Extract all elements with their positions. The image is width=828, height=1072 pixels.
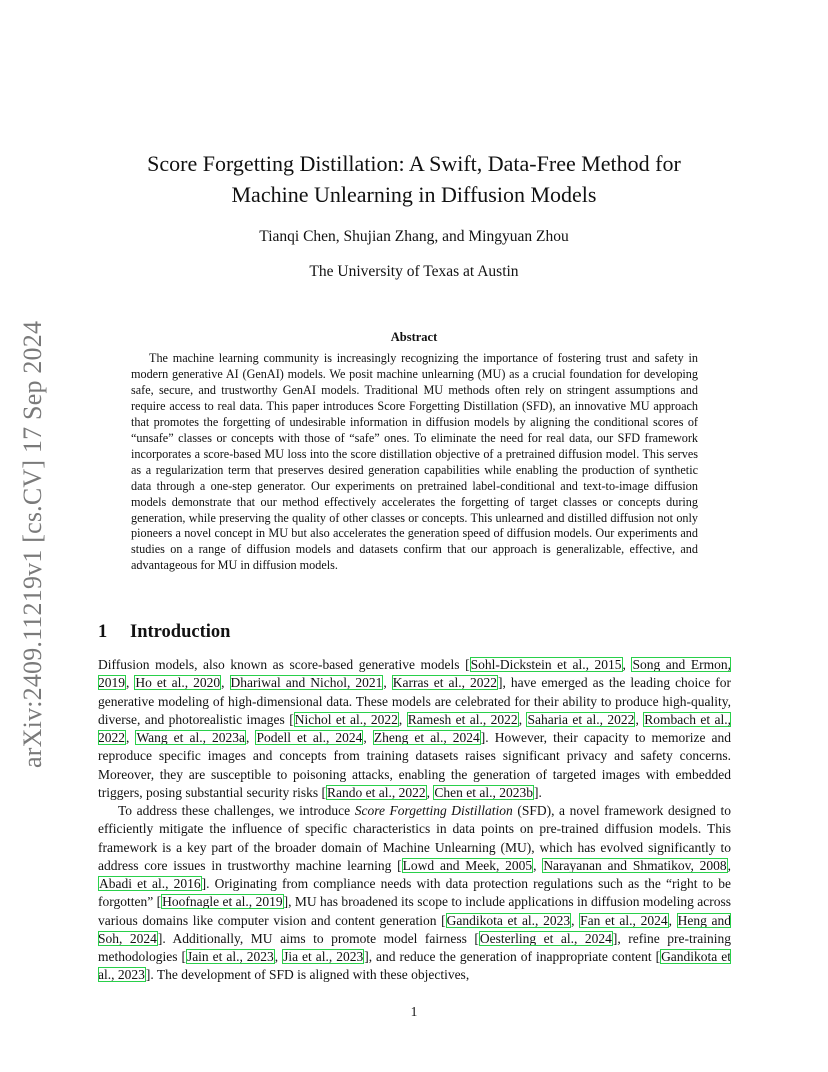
citation-link[interactable]: Hoofnagle et al., 2019	[162, 894, 283, 910]
citation-link[interactable]: Rando et al., 2022	[326, 784, 426, 800]
text-run: ], MU has broadened its scope to include applications in diffusion modeling across various domains like computer vision and content generation [	[98, 894, 731, 928]
text-run: ,	[274, 949, 283, 964]
text-run: ], have emerged as the leading choice for generative modeling of high-dimensional data. These models are celebrated for their ability to produce high-quality, diverse, and photorealistic images [	[98, 675, 732, 727]
citation-link[interactable]: Chen et al., 2023b	[434, 784, 533, 800]
citation-link[interactable]: Zheng et al., 2024	[373, 730, 480, 745]
citation-link[interactable]: Fan et al., 2024	[580, 912, 668, 928]
citation-link[interactable]: Gandikota et al., 2023	[446, 912, 571, 928]
text-run: ,	[635, 711, 644, 727]
text-run: ,	[518, 711, 527, 727]
citation-link[interactable]: Ramesh et al., 2022	[407, 711, 518, 727]
arxiv-identifier: arXiv:2409.11219v1 [cs.CV] 17 Sep 2024	[18, 320, 47, 768]
text-run: ,	[383, 675, 392, 691]
title-line: Machine Unlearning in Diffusion Models	[231, 182, 597, 207]
text-run: To address these challenges, we introduce	[118, 803, 355, 818]
citation-link[interactable]: Jia et al., 2023	[283, 949, 364, 964]
abstract-text: The machine learning community is increasingly recognizing the importance of fostering trust and safety in modern generative AI (GenAI) models. We posit machine unlearning (MU) as a crucial foundation for developing safe, secure, and trustworthy GenAI models. Traditional MU methods often rely on stringent assumptions and require access to real data. This paper introduces Score Forgetting Distillation (SFD), an innovative MU approach that promotes the forgetting of undesirable information in diffusion models by aligning the conditional scores of “unsafe” classes or concepts with those of “safe” ones. To eliminate the need for real data, our SFD framework incorporates a score-based MU loss into the score distillation objective of a pretrained diffusion model. This serves as a regularization term that preserves desired generation capabilities while enabling the production of synthetic data through a one-step generator. Our experiments on pretrained label-conditional and text-to-image diffusion models demonstrate that our method effectively accelerates the forgetting of target classes or concepts during generation, while preserving the quality of other classes or concepts. This unlearned and distilled diffusion not only pioneers a novel concept in MU but also accelerates the generation speed of diffusion models. Our experiments and studies on a range of diffusion models and datasets confirm that our approach is generalizable, effective, and advantageous for MU in diffusion models.	[131, 351, 698, 573]
text-run: (SFD), a novel framework designed to efficiently mitigate the influence of specific characteristics in data points on pre-trained diffusion models. This framework is a key part of the broader domain of Machine Unlearning (MU), which has evolved significantly to address core issues in trustworthy machine learning [	[98, 803, 731, 873]
citation-link[interactable]: Abadi et al., 2016	[99, 876, 201, 891]
section-heading-introduction	[98, 622, 230, 643]
text-run: ,	[398, 711, 407, 727]
text-run: ], refine pre-training methodologies [	[98, 930, 731, 964]
paper-title	[98, 148, 730, 210]
introduction-body	[98, 656, 731, 985]
section-number: 1	[98, 622, 108, 642]
section-title: Introduction	[130, 622, 231, 642]
text-run: ,	[622, 657, 632, 672]
citation-link[interactable]: Podell et al., 2024	[256, 730, 363, 745]
text-run: ,	[126, 730, 136, 745]
page-number: 1	[410, 1004, 418, 1019]
text-run: ,	[363, 730, 373, 745]
emphasized-term: Score Forgetting Distillation	[354, 803, 513, 818]
text-run: ].	[533, 784, 542, 800]
text-run: ,	[126, 675, 135, 691]
paragraph-2	[98, 802, 731, 985]
citation-link[interactable]: Sohl-Dickstein et al., 2015	[470, 657, 622, 672]
citation-link[interactable]: Jain et al., 2023	[186, 949, 274, 964]
citation-link[interactable]: Song and Ermon, 2019	[98, 657, 731, 691]
citation-link[interactable]: Dhariwal and Nichol, 2021	[230, 675, 383, 691]
citation-link[interactable]: Saharia et al., 2022	[527, 711, 635, 727]
affiliation: The University of Texas at Austin	[309, 263, 519, 280]
citation-link[interactable]: Narayanan and Shmatikov, 2008	[543, 857, 727, 873]
citation-link[interactable]: Wang et al., 2023a	[136, 730, 246, 745]
text-run: ,	[426, 784, 434, 800]
citation-link[interactable]: Lowd and Meek, 2005	[402, 857, 533, 873]
text-run: ,	[668, 912, 677, 928]
citation-link[interactable]: Heng and Soh, 2024	[98, 912, 731, 946]
text-run: ,	[533, 857, 543, 873]
text-run: ]. However, their capacity to memorize and reproduce specific images and concepts from training datasets raises significant privacy and safety concerns. Moreover, they are susceptible to poisoning attacks, enabling the generation of targeted images with embedded triggers, posing substantial security risks [	[98, 730, 732, 800]
citation-link[interactable]: Karras et al., 2022	[392, 675, 497, 691]
text-run: ,	[221, 675, 230, 691]
text-run: Diffusion models, also known as score-based generative models [	[98, 657, 470, 672]
text-run: ]. Originating from compliance needs with data protection regulations such as the “right to be forgotten” [	[98, 876, 731, 910]
paragraph-1	[98, 656, 731, 802]
title-line: Score Forgetting Distillation: A Swift, Data-Free Method for	[147, 151, 681, 176]
text-run: ], and reduce the generation of inappropriate content [	[364, 949, 661, 964]
abstract-heading: Abstract	[390, 330, 438, 344]
citation-link[interactable]: Nichol et al., 2022	[294, 711, 398, 727]
citation-link[interactable]: Oesterling et al., 2024	[479, 930, 612, 946]
text-run: ]. The development of SFD is aligned with these objectives,	[145, 967, 470, 983]
text-run: ,	[727, 857, 731, 873]
citation-link[interactable]: Rombach et al., 2022	[98, 711, 732, 745]
author-list: Tianqi Chen, Shujian Zhang, and Mingyuan Zhou	[259, 228, 569, 245]
citation-link[interactable]: Ho et al., 2020	[135, 675, 221, 691]
text-run: ,	[246, 730, 256, 745]
text-run: ]. Additionally, MU aims to promote model fairness [	[157, 930, 479, 946]
text-run: ,	[571, 912, 580, 928]
citation-link[interactable]: Gandikota et al., 2023	[98, 949, 731, 983]
